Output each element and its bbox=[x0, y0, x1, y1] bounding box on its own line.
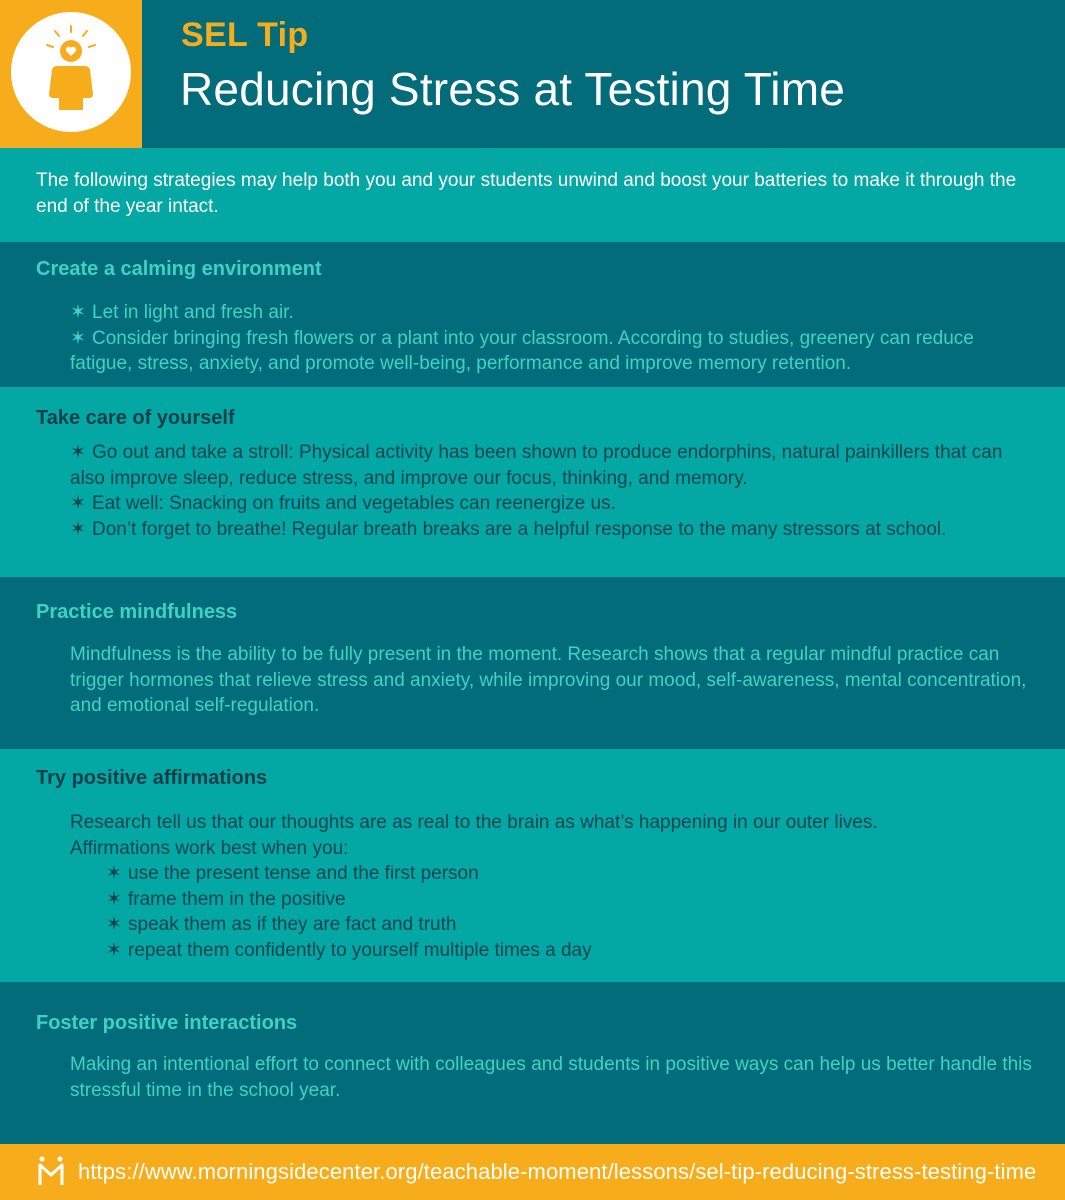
section-heading: Create a calming environment bbox=[36, 258, 322, 280]
star-bullet-icon: ✶ bbox=[70, 518, 86, 540]
header bbox=[0, 0, 1065, 148]
morningside-logo-icon bbox=[36, 1155, 66, 1192]
section-body bbox=[70, 300, 1035, 377]
body-line: Affirmations work best when you: bbox=[70, 837, 349, 859]
section-body: Making an intentional effort to connect with colleagues and students in positive ways can help us better handle this stressful time in the school year. bbox=[70, 1054, 1032, 1101]
section-mindfulness bbox=[0, 577, 1065, 749]
list-item: ✶ repeat them confidently to yourself multiple times a day bbox=[106, 938, 1035, 964]
page-title: Reducing Stress at Testing Time bbox=[180, 63, 846, 115]
star-bullet-icon: ✶ bbox=[70, 493, 86, 515]
source-link[interactable]: https://www.morningsidecenter.org/teachable-moment/lessons/sel-tip-reducing-stress-testing-time bbox=[78, 1159, 1037, 1184]
intro-section bbox=[0, 148, 1065, 242]
section-positive-interactions bbox=[0, 982, 1065, 1144]
list-item: ✶ speak them as if they are fact and truth bbox=[106, 912, 1035, 938]
star-bullet-icon: ✶ bbox=[70, 302, 86, 323]
affirmation-list bbox=[70, 861, 1035, 963]
section-body bbox=[70, 440, 1035, 542]
section-body bbox=[70, 810, 1035, 964]
section-body: Mindfulness is the ability to be fully present in the moment. Research shows that a regular mindful practice can trigger hormones that relieve stress and anxiety, while improving our mood, self-awareness, mental concentration, and emotional self-regulation. bbox=[70, 644, 1027, 717]
star-bullet-icon: ✶ bbox=[70, 442, 86, 463]
section-affirmations bbox=[0, 749, 1065, 982]
section-calming-environment bbox=[0, 242, 1065, 387]
list-item: ✶ frame them in the positive bbox=[106, 887, 1035, 913]
section-heading: Try positive affirmations bbox=[36, 767, 268, 789]
star-bullet-icon: ✶ bbox=[106, 863, 122, 885]
list-item: ✶ Go out and take a stroll: Physical activity has been shown to produce endorphins, natural painkillers that can also improve sleep, reduce stress, and improve our focus, thinking, and memory. bbox=[70, 442, 1003, 489]
list-item: ✶ Consider bringing fresh flowers or a plant into your classroom. According to studies, greenery can reduce fatigue, stress, anxiety, and promote well-being, performance and improve memory retention. bbox=[70, 327, 974, 375]
logo-box bbox=[0, 0, 142, 148]
intro-text: The following strategies may help both you and your students unwind and boost your batteries to make it through the end of the year intact. bbox=[36, 170, 1017, 217]
section-take-care bbox=[0, 387, 1065, 577]
footer bbox=[0, 1144, 1065, 1200]
person-heart-icon bbox=[11, 12, 131, 132]
list-item: ✶ Don’t forget to breathe! Regular breath breaks are a helpful response to the many stressors at school. bbox=[70, 517, 1035, 543]
list-item: ✶ Eat well: Snacking on fruits and vegetables can reenergize us. bbox=[70, 491, 1035, 517]
header-kicker: SEL Tip bbox=[181, 16, 309, 54]
body-line: Research tell us that our thoughts are as real to the brain as what’s happening in our outer lives. bbox=[70, 812, 878, 833]
list-item: ✶ use the present tense and the first person bbox=[106, 861, 1035, 887]
section-heading: Practice mindfulness bbox=[36, 601, 238, 623]
section-heading: Foster positive interactions bbox=[36, 1012, 298, 1034]
star-bullet-icon: ✶ bbox=[106, 939, 122, 961]
star-bullet-icon: ✶ bbox=[106, 888, 122, 910]
section-heading: Take care of yourself bbox=[36, 407, 235, 429]
star-bullet-icon: ✶ bbox=[70, 327, 86, 349]
list-item: ✶ Let in light and fresh air. bbox=[70, 300, 1035, 326]
star-bullet-icon: ✶ bbox=[106, 914, 122, 936]
